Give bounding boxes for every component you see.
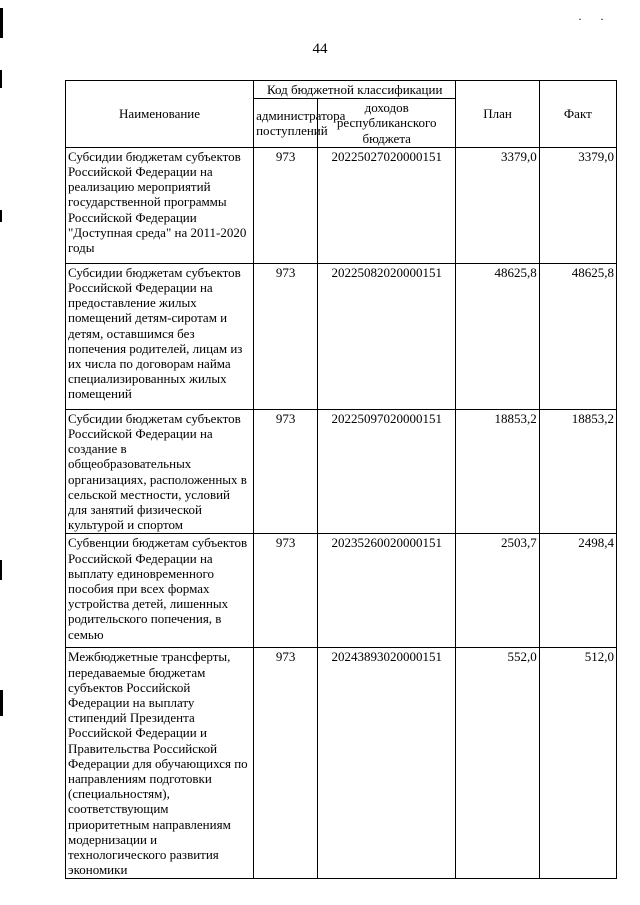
header-name: Наименование — [66, 81, 254, 148]
row-name: Субсидии бюджетам субъектов Российской Федерации на реализацию мероприятий государственной программы Российской Федерации "Доступная среда" на 2011-2020 годы — [66, 147, 254, 263]
row-name: Межбюджетные трансферты, передаваемые бюджетам субъектов Российской Федерации на выплату стипендий Президента Российской Федерации и Правительства Российской Федерации для обучающихся по направлениям подготовки (специальностям), соответствующим приоритетным направлениям модернизации и технологического развития экономики — [66, 648, 254, 879]
row-admin: 973 — [254, 409, 318, 534]
row-fact: 3379,0 — [539, 147, 616, 263]
row-code: 20225082020000151 — [318, 263, 456, 409]
row-code: 20225097020000151 — [318, 409, 456, 534]
header-income: доходов республиканского бюджета — [318, 99, 456, 148]
row-fact: 512,0 — [539, 648, 616, 879]
row-plan: 2503,7 — [456, 534, 539, 648]
row-admin: 973 — [254, 534, 318, 648]
header-code-group: Код бюджетной классификации — [254, 81, 456, 99]
row-fact: 48625,8 — [539, 263, 616, 409]
row-plan: 18853,2 — [456, 409, 539, 534]
row-fact: 2498,4 — [539, 534, 616, 648]
row-plan: 48625,8 — [456, 263, 539, 409]
scan-edge-marks — [0, 0, 6, 905]
scan-dots: ·· — [578, 12, 622, 26]
row-name: Субвенции бюджетам субъектов Российской Федерации на выплату единовременного пособия при всех формах устройства детей, лишенных родительского попечения, в семью — [66, 534, 254, 648]
row-name: Субсидии бюджетам субъектов Российской Федерации на предоставление жилых помещений детям-сиротам и детям, оставшимся без попечения родителей, лицам из их числа по договорам найма специализированных жилых помещений — [66, 263, 254, 409]
page-number: 44 — [312, 41, 328, 57]
row-admin: 973 — [254, 648, 318, 879]
row-admin: 973 — [254, 147, 318, 263]
table-row — [66, 409, 617, 534]
row-code: 20243893020000151 — [318, 648, 456, 879]
row-fact: 18853,2 — [539, 409, 616, 534]
header-fact: Факт — [539, 81, 616, 148]
row-code: 20235260020000151 — [318, 534, 456, 648]
table-row — [66, 147, 617, 263]
table-row — [66, 263, 617, 409]
budget-table — [65, 80, 617, 879]
header-plan: План — [456, 81, 539, 148]
row-admin: 973 — [254, 263, 318, 409]
header-admin: администратора поступлений — [254, 99, 318, 148]
row-plan: 3379,0 — [456, 147, 539, 263]
row-plan: 552,0 — [456, 648, 539, 879]
row-name: Субсидии бюджетам субъектов Российской Федерации на создание в общеобразовательных организациях, расположенных в сельской местности, условий для занятий физической культурой и спортом — [66, 409, 254, 534]
row-code: 20225027020000151 — [318, 147, 456, 263]
table-row — [66, 534, 617, 648]
table-row — [66, 648, 617, 879]
